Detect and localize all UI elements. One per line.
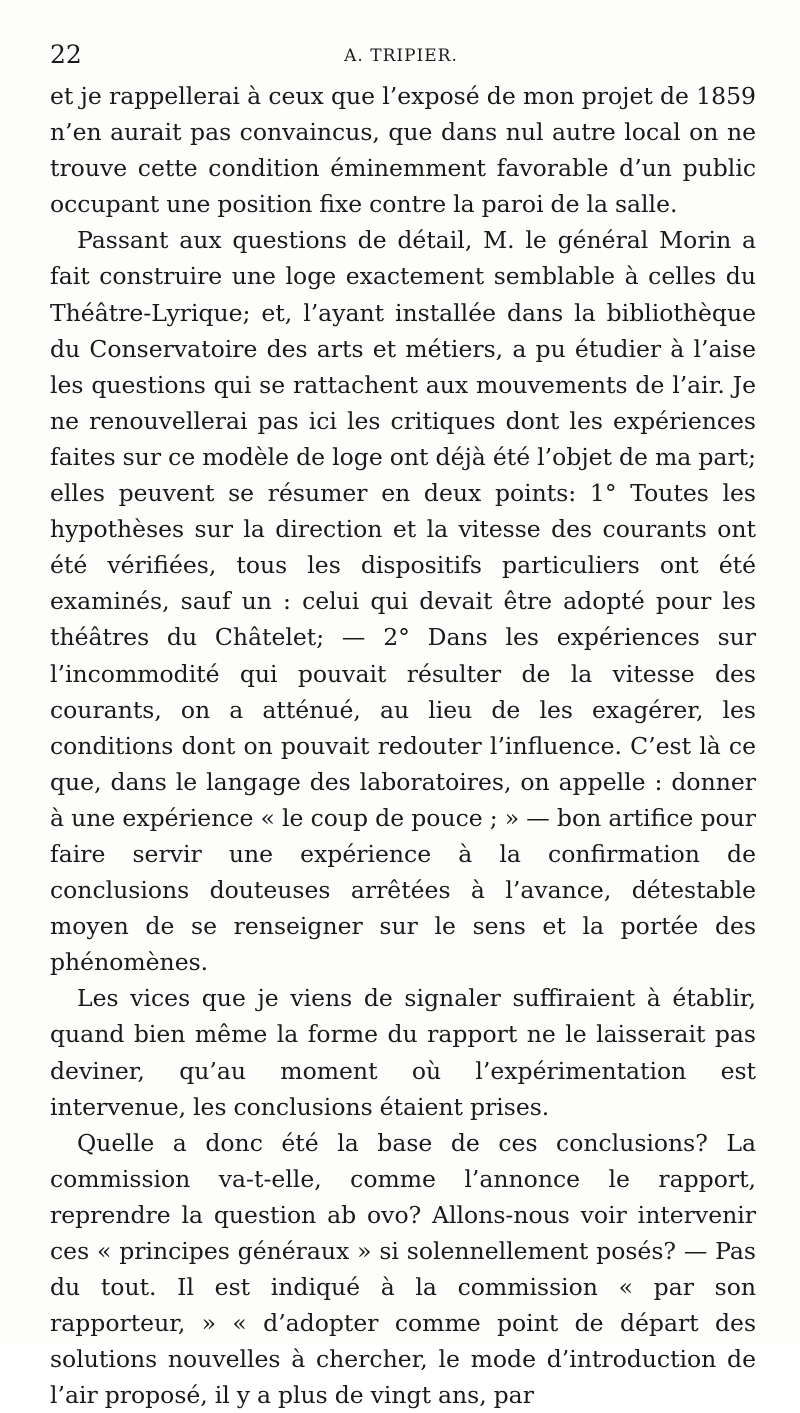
running-head-author: A. TRIPIER.: [344, 46, 458, 66]
body-text: [50, 78, 756, 1413]
paragraph-1: et je rappellerai à ceux que l’exposé de mon projet de 1859 n’en aurait pas convaincus, que dans nul autre local on ne trouve cette condition éminemment favorable d’un public occupant une position fixe contre la paroi de la salle.: [50, 82, 756, 219]
paragraph-4: Quelle a donc été la base de ces conclusions? La commission va-t-elle, comme l’annonce le rapport, reprendre la question ab ovo? Allons-nous voir intervenir ces « principes généraux » si solennellement posés? — Pas du tout. Il est indiqué à la commission « par son rapporteur, » « d’adopter comme point de départ des solutions nouvelles à chercher, le mode d’introduction de l’air proposé, il y a plus de vingt ans, par: [50, 1128, 756, 1410]
paragraph-3: Les vices que je viens de signaler suffiraient à établir, quand bien même la forme du rapport ne le laisserait pas deviner, qu’au moment où l’expérimentation est intervenue, les conclusions étaient prises.: [50, 984, 756, 1121]
page-number: 22: [50, 40, 82, 69]
paragraph-2: Passant aux questions de détail, M. le général Morin a fait construire une loge exactement semblable à celles du Théâtre-Lyrique; et, l’ayant installée dans la bibliothèque du Conservatoire des arts et métiers, a pu étudier à l’aise les questions qui se rattachent aux mouvements de l’air. Je ne renouvellerai pas ici les critiques dont les expériences faites sur ce modèle de loge ont déjà été l’objet de ma part; elles peuvent se résumer en deux points: 1° Toutes les hypothèses sur la direction et la vitesse des courants ont été vérifiées, tous les dispositifs particuliers ont été examinés, sauf un : celui qui devait être adopté pour les théâtres du Châtelet; — 2° Dans les expériences sur l’incommodité qui pouvait résulter de la vitesse des courants, on a atténué, au lieu de les exagérer, les conditions dont on pouvait redouter l’influence. C’est là ce que, dans le langage des laboratoires, on appelle : donner à une expérience « le coup de pouce ; » — bon artifice pour faire servir une expérience à la confirmation de conclusions douteuses arrêtées à l’avance, détestable moyen de se renseigner sur le sens et la portée des phénomènes.: [50, 226, 756, 977]
running-head: [50, 40, 752, 70]
